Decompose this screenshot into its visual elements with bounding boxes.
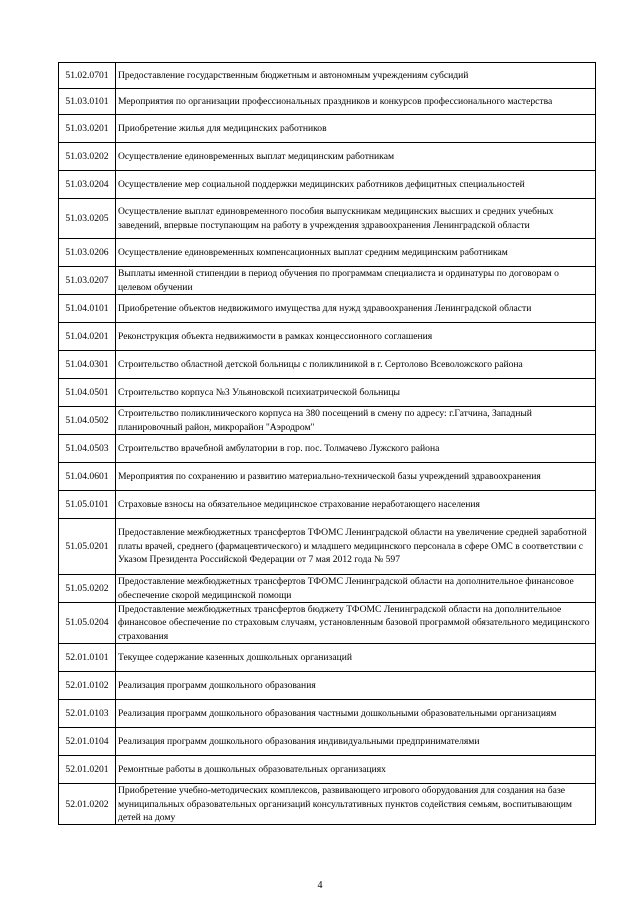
budget-code-cell: 52.01.0202 — [59, 784, 116, 825]
budget-code-cell: 51.03.0205 — [59, 199, 116, 239]
budget-code-cell: 51.04.0503 — [59, 435, 116, 463]
description-cell: Приобретение жилья для медицинских работников — [116, 115, 596, 143]
description-cell: Реализация программ дошкольного образования индивидуальными предпринимателями — [116, 728, 596, 756]
document-page — [58, 62, 596, 825]
description-cell: Мероприятия по организации профессиональных праздников и конкурсов профессионального мастерства — [116, 89, 596, 115]
description-cell: Предоставление государственным бюджетным и автономным учреждениям субсидий — [116, 63, 596, 89]
description-cell: Строительство корпуса №3 Ульяновской психиатрической больницы — [116, 379, 596, 407]
table-row — [59, 435, 596, 463]
table-row — [59, 143, 596, 171]
table-row — [59, 267, 596, 295]
description-cell: Выплаты именной стипендии в период обучения по программам специалиста и ординатуры по договорам о целевом обучении — [116, 267, 596, 295]
budget-code-cell: 52.01.0102 — [59, 672, 116, 700]
description-cell: Осуществление единовременных компенсационных выплат средним медицинским работникам — [116, 239, 596, 267]
budget-code-cell: 52.01.0104 — [59, 728, 116, 756]
budget-code-cell: 51.05.0202 — [59, 575, 116, 603]
budget-code-cell: 51.03.0206 — [59, 239, 116, 267]
description-cell: Ремонтные работы в дошкольных образовательных организациях — [116, 756, 596, 784]
budget-code-cell: 52.01.0101 — [59, 644, 116, 672]
table-row — [59, 728, 596, 756]
description-cell: Приобретение объектов недвижимого имущества для нужд здравоохранения Ленинградской области — [116, 295, 596, 323]
description-cell: Предоставление межбюджетных трансфертов бюджету ТФОМС Ленинградской области на дополнительное финансовое обеспечение по страховым случаям, установленным базовой программой обязательного медицинского страхования — [116, 603, 596, 644]
description-cell: Страховые взносы на обязательное медицинское страхование неработающего населения — [116, 491, 596, 519]
table-row — [59, 407, 596, 435]
table-row — [59, 63, 596, 89]
description-cell: Осуществление мер социальной поддержки медицинских работников дефицитных специальностей — [116, 171, 596, 199]
budget-code-cell: 52.01.0201 — [59, 756, 116, 784]
description-cell: Строительство областной детской больницы с поликлиникой в г. Сертолово Всеволожского района — [116, 351, 596, 379]
table-row — [59, 351, 596, 379]
description-cell: Приобретение учебно-методических комплексов, развивающего игрового оборудования для создания на базе муниципальных образовательных организаций консультативных пунктов содействия семьям, воспитывающим детей на дому — [116, 784, 596, 825]
table-row — [59, 89, 596, 115]
table-row — [59, 603, 596, 644]
budget-code-cell: 51.05.0101 — [59, 491, 116, 519]
budget-code-cell: 51.04.0201 — [59, 323, 116, 351]
budget-code-cell: 51.05.0201 — [59, 519, 116, 575]
table-row — [59, 323, 596, 351]
budget-code-cell: 51.03.0202 — [59, 143, 116, 171]
page-number: 4 — [317, 880, 323, 891]
table-row — [59, 756, 596, 784]
table-row — [59, 379, 596, 407]
table-row — [59, 199, 596, 239]
budget-code-cell: 51.03.0207 — [59, 267, 116, 295]
budget-code-table — [58, 62, 596, 825]
table-row — [59, 575, 596, 603]
budget-code-cell: 51.02.0701 — [59, 63, 116, 89]
table-row — [59, 491, 596, 519]
budget-code-cell: 51.04.0101 — [59, 295, 116, 323]
description-cell: Реконструкция объекта недвижимости в рамках концессионного соглашения — [116, 323, 596, 351]
budget-code-cell: 51.05.0204 — [59, 603, 116, 644]
description-cell: Реализация программ дошкольного образования — [116, 672, 596, 700]
budget-code-cell: 51.03.0201 — [59, 115, 116, 143]
description-cell: Предоставление межбюджетных трансфертов ТФОМС Ленинградской области на дополнительное финансовое обеспечение скорой медицинской помощи — [116, 575, 596, 603]
table-row — [59, 700, 596, 728]
table-row — [59, 672, 596, 700]
description-cell: Строительство поликлинического корпуса на 380 посещений в смену по адресу: г.Гатчина, Западный планировочный район, микрорайон "Аэродром" — [116, 407, 596, 435]
description-cell: Реализация программ дошкольного образования частными дошкольными образовательными организациям — [116, 700, 596, 728]
description-cell: Осуществление единовременных выплат медицинским работникам — [116, 143, 596, 171]
description-cell: Осуществление выплат единовременного пособия выпускникам медицинских высших и средних учебных заведений, впервые поступающим на работу в учреждения здравоохранения Ленинградской области — [116, 199, 596, 239]
table-row — [59, 644, 596, 672]
table-row — [59, 115, 596, 143]
budget-code-cell: 51.04.0301 — [59, 351, 116, 379]
table-row — [59, 295, 596, 323]
description-cell: Мероприятия по сохранению и развитию материально-технической базы учреждений здравоохранения — [116, 463, 596, 491]
budget-code-cell: 51.04.0502 — [59, 407, 116, 435]
table-row — [59, 519, 596, 575]
description-cell: Текущее содержание казенных дошкольных организаций — [116, 644, 596, 672]
budget-code-cell: 52.01.0103 — [59, 700, 116, 728]
table-row — [59, 239, 596, 267]
budget-code-cell: 51.04.0501 — [59, 379, 116, 407]
table-row — [59, 463, 596, 491]
table-row — [59, 171, 596, 199]
table-row — [59, 784, 596, 825]
description-cell: Предоставление межбюджетных трансфертов ТФОМС Ленинградской области на увеличение средней заработной платы врачей, среднего (фармацевтического) и младшего медицинского персонала в сфере ОМС в соответствии с Указом Президента Российской Федерации от 7 мая 2012 года № 597 — [116, 519, 596, 575]
budget-code-cell: 51.03.0204 — [59, 171, 116, 199]
budget-code-cell: 51.04.0601 — [59, 463, 116, 491]
budget-code-cell: 51.03.0101 — [59, 89, 116, 115]
description-cell: Строительство врачебной амбулатории в гор. пос. Толмачево Лужского района — [116, 435, 596, 463]
